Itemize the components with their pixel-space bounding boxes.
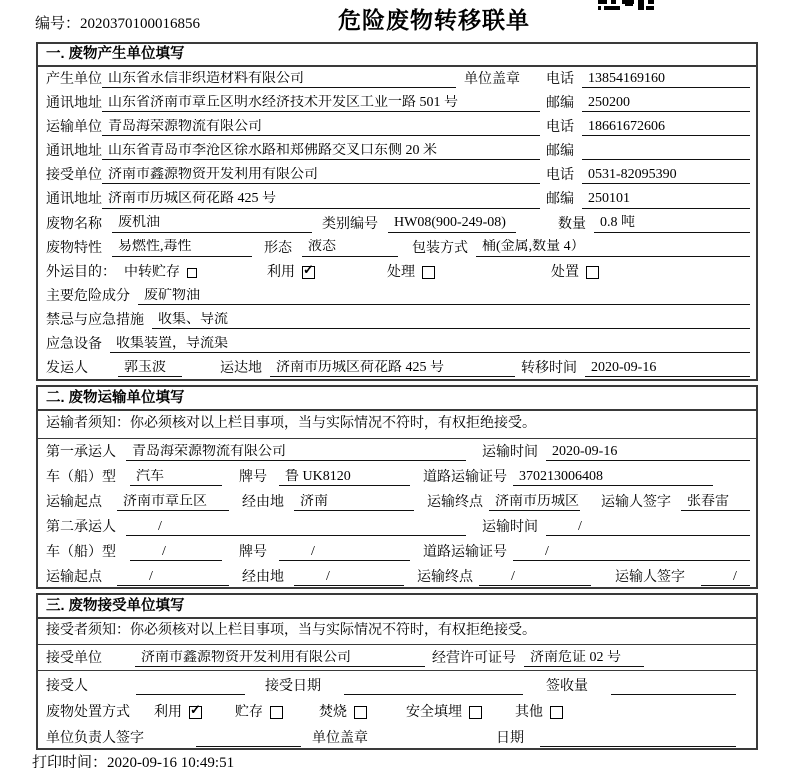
serial-value: 2020370100016856 <box>80 16 201 32</box>
receiver-notice: 接受者须知：你必须核对以上栏目事项，当与实际情况不符时，有权拒绝接受。 <box>38 619 756 645</box>
taboo-label: 禁忌与应急措施 <box>46 312 144 328</box>
address-value: 济南市历城区荷花路 425 号 <box>102 191 540 208</box>
form-row-receiver-address <box>38 187 756 211</box>
checkbox-treat <box>422 266 435 279</box>
checkbox-transfer-storage <box>187 268 197 278</box>
serial-label: 编号： <box>35 16 81 32</box>
receiver-value: 济南市鑫源物资开发利用有限公司 <box>102 167 540 184</box>
form-row-vehicle2 <box>38 539 756 564</box>
route-end-label: 运输终点 <box>427 494 483 510</box>
section-producer-title: 一. 废物产生单位填写 <box>38 44 756 67</box>
form-row-route1 <box>38 489 756 514</box>
form-state-label: 形态 <box>264 240 292 256</box>
taboo-value: 收集、导流 <box>152 312 750 329</box>
address-label: 通讯地址 <box>46 192 102 208</box>
transporter-notice: 运输者须知：你必须核对以上栏目事项，当与实际情况不符时，有权拒绝接受。 <box>38 411 756 439</box>
vehicle-type-value: / <box>130 544 222 561</box>
plate-value: 鲁 UK8120 <box>279 469 410 486</box>
packaging-label: 包装方式 <box>412 240 468 256</box>
packaging-value: 桶(金属,数量 4） <box>476 239 750 256</box>
road-permit-value: / <box>513 544 750 561</box>
form-row-carrier2 <box>38 514 756 539</box>
accept-person-value <box>136 679 245 695</box>
phone-label: 电话 <box>546 72 574 87</box>
route-end-value: / <box>479 569 591 586</box>
transport-time-value: 2020-09-16 <box>546 444 750 461</box>
print-time <box>32 751 234 768</box>
option-utilize: 利用 ✓ <box>267 262 314 280</box>
option-incinerate: 焚烧 <box>319 705 367 721</box>
form-row-taboo-measures <box>38 308 756 332</box>
print-time-label: 打印时间： <box>32 755 108 768</box>
route-start-value: 济南市章丘区 <box>117 494 229 511</box>
form-row-carrier1 <box>38 439 756 464</box>
responsible-sign-value <box>196 731 301 747</box>
responsible-sign-label: 单位负责人签字 <box>46 731 144 747</box>
address-label: 通讯地址 <box>46 144 102 160</box>
checkbox-other <box>550 706 563 719</box>
checkbox-dispose <box>586 266 599 279</box>
road-permit-label: 道路运输证号 <box>423 469 507 485</box>
unit-seal-label: 单位盖章 <box>464 72 520 87</box>
destination-value: 济南市历城区荷花路 425 号 <box>270 360 515 377</box>
address-label: 通讯地址 <box>46 96 102 112</box>
waste-char-value: 易燃性,毒性 <box>112 239 252 256</box>
vehicle-type-value: 汽车 <box>130 469 222 486</box>
option-landfill: 安全填埋 <box>406 705 482 721</box>
checkbox-utilize: ✓ <box>190 702 201 718</box>
route-via-value: 济南 <box>294 494 414 511</box>
option-dispose: 处置 <box>551 265 599 281</box>
form-row-receiving-unit <box>38 645 756 671</box>
checkbox-incinerate <box>354 706 367 719</box>
form-row-transfer-purpose <box>38 260 756 284</box>
checkbox-utilize: ✓ <box>303 262 314 278</box>
transporter-value: 青岛海荣源物流有限公司 <box>102 119 540 136</box>
waste-char-label: 废物特性 <box>46 240 102 256</box>
transfer-time-value: 2020-09-16 <box>585 360 750 377</box>
receiving-unit-label: 接受单位 <box>46 651 102 667</box>
producer-value: 山东省永信非织造材料有限公司 <box>102 71 456 88</box>
form-row-hazard-components <box>38 284 756 308</box>
quantity-label: 数量 <box>558 216 586 232</box>
received-qty-value <box>611 679 736 695</box>
vehicle-type-label: 车（船）型 <box>46 544 116 560</box>
form-row-receiver <box>38 163 756 187</box>
phone-value: 0531-82095390 <box>582 167 750 184</box>
form-row-sender <box>38 356 756 380</box>
form-row-transporter-address <box>38 139 756 163</box>
section-receiver-title: 三. 废物接受单位填写 <box>38 595 756 619</box>
carrier2-label: 第二承运人 <box>46 519 116 535</box>
checkbox-store <box>270 706 283 719</box>
section-transporter <box>36 385 758 589</box>
purpose-label: 外运目的： <box>46 264 116 280</box>
zip-label: 邮编 <box>546 144 574 160</box>
form-row-route2 <box>38 564 756 589</box>
plate-label: 牌号 <box>239 544 267 560</box>
carrier-sign-label: 运输人签字 <box>601 494 671 510</box>
form-row-transporter <box>38 115 756 139</box>
waste-name-label: 废物名称 <box>46 216 102 232</box>
route-via-label: 经由地 <box>242 494 284 510</box>
section-producer <box>36 42 758 381</box>
option-other: 其他 <box>515 705 563 721</box>
route-start-label: 运输起点 <box>46 494 102 510</box>
road-permit-label: 道路运输证号 <box>423 544 507 560</box>
route-via-value: / <box>294 569 404 586</box>
hazard-label: 主要危险成分 <box>46 288 130 304</box>
category-label: 类别编号 <box>322 216 378 232</box>
plate-value: / <box>279 544 410 561</box>
phone-value: 13854169160 <box>582 71 750 88</box>
road-permit-value: 370213006408 <box>513 469 713 486</box>
date-label: 日期 <box>496 731 524 747</box>
route-end-label: 运输终点 <box>417 569 473 585</box>
zip-label: 邮编 <box>546 192 574 208</box>
print-time-value: 2020-09-16 10:49:51 <box>107 755 235 768</box>
equipment-value: 收集装置，导流渠 <box>110 336 750 353</box>
phone-label: 电话 <box>546 168 574 184</box>
form-row-waste-characteristics <box>38 236 756 260</box>
destination-label: 运达地 <box>220 361 262 377</box>
transport-time-label: 运输时间 <box>482 444 538 460</box>
unit-seal-label: 单位盖章 <box>312 731 368 747</box>
receiver-label: 接受单位 <box>46 168 102 184</box>
carrier2-value: / <box>126 519 466 536</box>
zip-label: 邮编 <box>546 96 574 112</box>
section-receiver <box>36 593 758 750</box>
transport-time-value: / <box>546 519 750 536</box>
equipment-label: 应急设备 <box>46 337 102 353</box>
form-state-value: 液态 <box>302 239 398 256</box>
phone-label: 电话 <box>546 120 574 136</box>
license-label: 经营许可证号 <box>432 651 516 667</box>
section-transporter-title: 二. 废物运输单位填写 <box>38 387 756 411</box>
transport-time-label: 运输时间 <box>482 519 538 535</box>
route-start-label: 运输起点 <box>46 569 102 585</box>
category-value: HW08(900-249-08) <box>388 215 516 232</box>
transfer-time-label: 转移时间 <box>521 361 577 377</box>
carrier-sign-value: / <box>701 569 750 586</box>
hazard-value: 废矿物油 <box>138 288 750 305</box>
accept-date-value <box>344 679 523 695</box>
form-row-acceptance <box>38 671 756 697</box>
license-value: 济南危证 02 号 <box>524 650 644 667</box>
carrier-sign-value: 张春雷 <box>681 494 750 511</box>
route-via-label: 经由地 <box>242 569 284 585</box>
option-transfer-storage: 中转贮存 <box>124 265 197 281</box>
form-row-disposal-method <box>38 698 756 724</box>
zip-value: 250200 <box>582 95 750 112</box>
qr-code-fragment <box>598 0 654 10</box>
option-store: 贮存 <box>235 705 283 721</box>
form-row-producer-address <box>38 91 756 115</box>
plate-label: 牌号 <box>239 469 267 485</box>
address-value: 山东省青岛市李沧区徐水路和郑佛路交叉口东侧 20 米 <box>102 143 540 160</box>
form-row-producer <box>38 67 756 91</box>
route-start-value: / <box>117 569 229 586</box>
address-value: 山东省济南市章丘区明水经济技术开发区工业一路 501 号 <box>102 95 540 112</box>
date-value <box>540 731 736 747</box>
carrier-sign-label: 运输人签字 <box>615 569 685 585</box>
form-row-waste-name <box>38 212 756 236</box>
carrier1-value: 青岛海荣源物流有限公司 <box>126 444 466 461</box>
sender-label: 发运人 <box>46 361 88 377</box>
producer-label: 产生单位 <box>46 72 102 87</box>
disposal-label: 废物处置方式 <box>46 704 130 720</box>
phone-value: 18661672606 <box>582 119 750 136</box>
transporter-label: 运输单位 <box>46 120 102 136</box>
accept-date-label: 接受日期 <box>265 678 321 694</box>
route-end-value: 济南市历城区 <box>489 494 580 511</box>
zip-value: 250101 <box>582 191 750 208</box>
page-title: 危险废物转移联单 <box>338 8 530 33</box>
vehicle-type-label: 车（船）型 <box>46 469 116 485</box>
accept-person-label: 接受人 <box>46 678 88 694</box>
waste-name-value: 废机油 <box>112 215 312 232</box>
option-utilize: 利用 ✓ <box>154 702 201 720</box>
received-qty-label: 签收量 <box>546 678 588 694</box>
checkbox-landfill <box>469 706 482 719</box>
option-treat: 处理 <box>387 265 435 281</box>
quantity-value: 0.8 吨 <box>594 215 750 232</box>
form-row-vehicle1 <box>38 464 756 489</box>
form-row-signoff <box>38 724 756 750</box>
zip-value <box>582 144 750 160</box>
carrier1-label: 第一承运人 <box>46 444 116 460</box>
receiving-unit-value: 济南市鑫源物资开发利用有限公司 <box>135 650 425 667</box>
form-row-emergency-equipment <box>38 332 756 356</box>
sender-value: 郭玉波 <box>118 360 182 377</box>
